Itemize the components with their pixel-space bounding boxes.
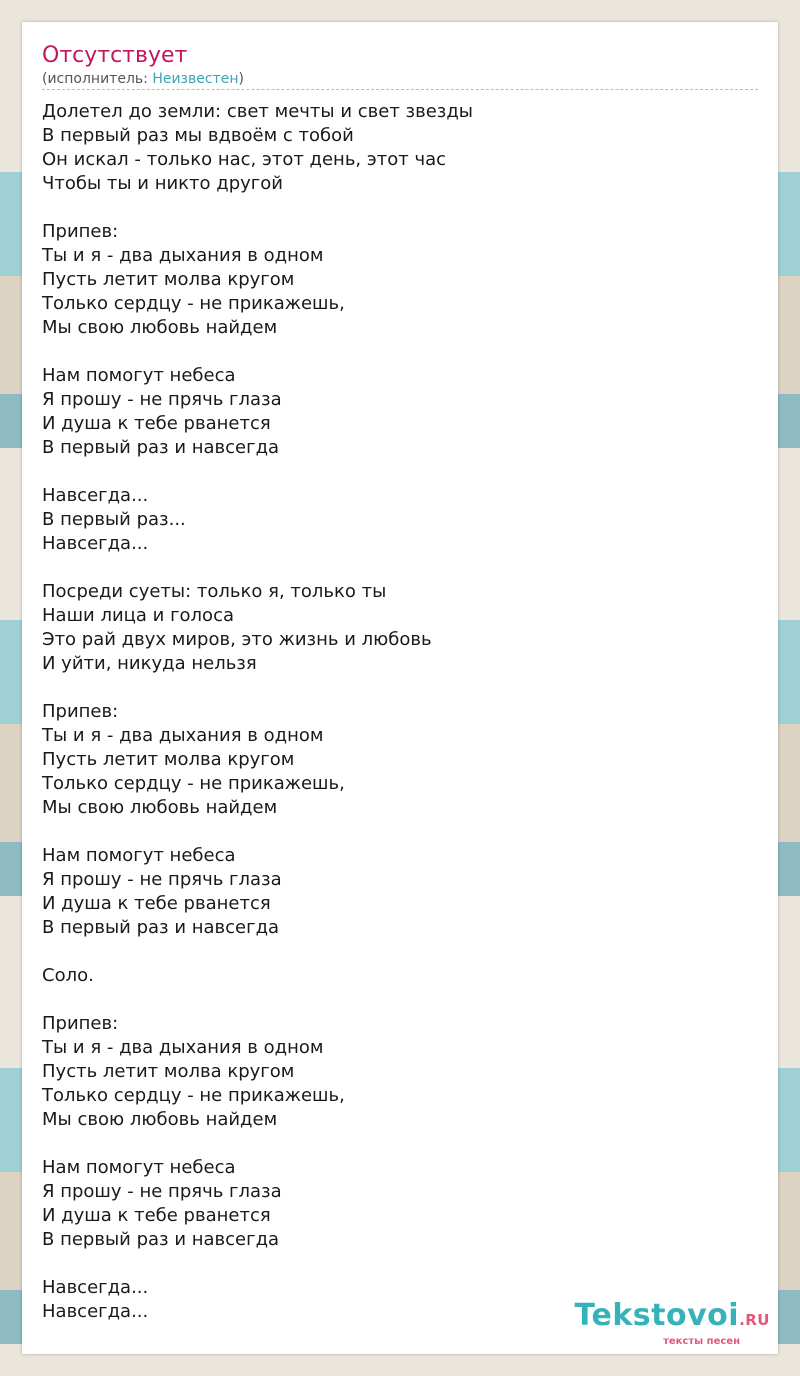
lyric-line: Это рай двух миров, это жизнь и любовь [42,629,432,650]
lyric-line: Я прошу - не прячь глаза [42,869,282,890]
logo-wordmark [575,1300,770,1336]
lyric-line: Припев: [42,701,119,722]
artist-link[interactable]: Неизвестен [152,71,239,87]
lyric-line: Я прошу - не прячь глаза [42,389,282,410]
lyric-line: Соло. [42,965,94,986]
lyric-line: В первый раз... [42,509,186,530]
lyrics-card [22,22,778,1354]
logo-tld: .RU [739,1311,770,1329]
lyric-line: Мы свою любовь найдем [42,1109,278,1130]
lyric-line: Чтобы ты и никто другой [42,173,283,194]
lyric-line: Ты и я - два дыхания в одном [42,1037,324,1058]
lyric-line: Навсегда... [42,1301,149,1322]
logo-main-text: Tekstovoi [574,1298,740,1333]
site-logo[interactable] [575,1300,770,1348]
lyric-line: Навсегда... [42,1277,149,1298]
lyric-blank-line [42,556,742,580]
lyric-blank-line [42,676,742,700]
lyrics-text [42,100,742,1324]
lyric-line: Пусть летит молва кругом [42,269,295,290]
logo-tagline: тексты песен [663,1336,740,1347]
lyric-blank-line [42,340,742,364]
lyric-blank-line [42,940,742,964]
lyric-blank-line [42,196,742,220]
lyric-line: Только сердцу - не прикажешь, [42,773,345,794]
lyric-line: Мы свою любовь найдем [42,797,278,818]
lyric-line: И душа к тебе рванется [42,1205,271,1226]
lyric-line: Он искал - только нас, этот день, этот час [42,149,447,170]
performer-prefix: (исполнитель: [42,71,153,87]
lyric-line: В первый раз и навсегда [42,1229,280,1250]
lyric-line: Пусть летит молва кругом [42,1061,295,1082]
lyric-line: Только сердцу - не прикажешь, [42,293,345,314]
lyric-line: Наши лица и голоса [42,605,234,626]
lyric-line: В первый раз и навсегда [42,917,280,938]
performer-suffix: ) [238,71,244,87]
lyric-line: Пусть летит молва кругом [42,749,295,770]
lyric-line: Посреди суеты: только я, только ты [42,581,387,602]
song-title: Отсутствует [42,43,188,68]
lyric-line: Нам помогут небеса [42,845,236,866]
lyric-line: Нам помогут небеса [42,365,236,386]
lyric-line: В первый раз и навсегда [42,437,280,458]
lyric-line: Только сердцу - не прикажешь, [42,1085,345,1106]
lyric-line: Я прошу - не прячь глаза [42,1181,282,1202]
lyric-line: Припев: [42,221,119,242]
lyric-line: Нам помогут небеса [42,1157,236,1178]
lyric-line: В первый раз мы вдвоём с тобой [42,125,354,146]
lyric-blank-line [42,1252,742,1276]
lyric-line: И душа к тебе рванется [42,413,271,434]
lyric-blank-line [42,460,742,484]
lyric-blank-line [42,988,742,1012]
lyric-line: Припев: [42,1013,119,1034]
lyric-line: Навсегда... [42,533,149,554]
lyric-line: И уйти, никуда нельзя [42,653,257,674]
lyric-line: Долетел до земли: свет мечты и свет звезды [42,101,474,122]
performer-info [42,70,244,88]
lyric-blank-line [42,1132,742,1156]
divider [42,89,758,90]
lyric-blank-line [42,820,742,844]
lyric-line: Мы свою любовь найдем [42,317,278,338]
lyric-line: Ты и я - два дыхания в одном [42,725,324,746]
lyric-line: Ты и я - два дыхания в одном [42,245,324,266]
lyric-line: Навсегда... [42,485,149,506]
lyric-line: И душа к тебе рванется [42,893,271,914]
